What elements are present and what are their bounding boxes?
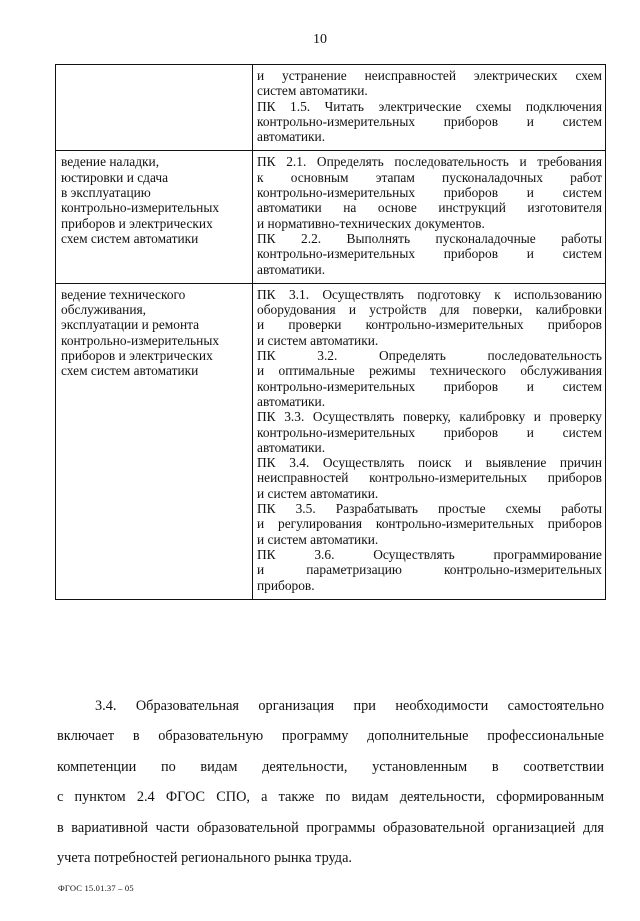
table-row <box>56 283 606 599</box>
competency-line: и нормативно-технических документов. <box>257 215 485 231</box>
activity-line: ведение технического <box>61 286 186 302</box>
competency-line: ПК 3.4. Осуществлять поиск и выявление причин <box>257 455 602 471</box>
activity-line: в эксплуатацию <box>61 185 151 201</box>
activity-line: контрольно-измерительных <box>61 200 220 216</box>
paragraph-line: с пунктом 2.4 ФГОС СПО, а также по видам деятельности, сформированным <box>57 789 604 806</box>
activity-cell <box>56 151 253 283</box>
competency-line: автоматики. <box>257 261 326 277</box>
table-row <box>56 65 606 151</box>
competency-line: автоматики. <box>257 393 326 409</box>
activity-line: схем систем автоматики <box>61 363 199 379</box>
competency-line: контрольно-измерительных приборов и систем <box>257 378 602 394</box>
activity-line: ведение наладки, <box>61 154 160 170</box>
competency-cell <box>253 65 606 151</box>
activity-line: схем систем автоматики <box>61 230 199 246</box>
competency-line: ПК 3.2. Определять последовательность <box>257 348 602 364</box>
competency-line: и устранение неисправностей электрических схем <box>257 68 602 83</box>
competency-line: ПК 3.1. Осуществлять подготовку к использованию <box>257 286 602 302</box>
activity-line: эксплуатации и ремонта <box>61 317 200 333</box>
competency-line: контрольно-измерительных приборов и систем <box>257 424 602 440</box>
competency-line: ПК 3.6. Осуществлять программирование <box>257 546 602 562</box>
competency-cell <box>253 151 606 283</box>
paragraph-line: учета потребностей регионального рынка труда. <box>57 850 352 867</box>
activity-line: юстировки и сдача <box>61 169 169 185</box>
table-row <box>56 151 606 283</box>
paragraph-line: включает в образовательную программу дополнительные профессиональные <box>57 728 604 745</box>
competency-line: ПК 3.3. Осуществлять поверку, калибровку и проверку <box>257 409 602 425</box>
competency-line: и систем автоматики. <box>257 531 379 547</box>
section-3-4-paragraph <box>57 691 604 873</box>
competency-line: ПК 3.5. Разрабатывать простые схемы работы <box>257 501 602 517</box>
competency-line: автоматики. <box>257 129 326 145</box>
page-number: 10 <box>313 32 327 47</box>
activity-line: обслуживания, <box>61 302 146 318</box>
activity-cell <box>56 283 253 599</box>
competency-line: приборов. <box>257 577 315 593</box>
competency-line: и систем автоматики. <box>257 485 379 501</box>
competency-line: оборудования и устройств для поверки, калибровки <box>257 302 602 318</box>
activity-line: контрольно-измерительных <box>61 332 220 348</box>
competency-cell <box>253 283 606 599</box>
competency-line: и параметризацию контрольно-измерительных <box>257 562 602 578</box>
activity-cell <box>56 65 253 151</box>
competency-line: и проверки контрольно-измерительных приборов <box>257 317 602 333</box>
competency-line: систем автоматики. <box>257 83 368 99</box>
paragraph-line: компетенции по видам деятельности, установленным в соответствии <box>57 758 604 775</box>
competency-line: к основным этапам пусконаладочных работ <box>257 169 602 185</box>
activity-line: приборов и электрических <box>61 348 213 364</box>
competency-line: контрольно-измерительных приборов и систем <box>257 185 602 201</box>
competency-line: ПК 2.2. Выполнять пусконаладочные работы <box>257 230 602 246</box>
document-code-footer: ФГОС 15.01.37 – 05 <box>58 883 134 893</box>
competency-line: контрольно-измерительных приборов и систем <box>257 246 602 262</box>
competency-line: ПК 1.5. Читать электрические схемы подключения <box>257 98 602 114</box>
paragraph-line: 3.4. Образовательная организация при необходимости самостоятельно <box>95 698 604 714</box>
competency-line: контрольно-измерительных приборов и систем <box>257 113 602 129</box>
competency-line: ПК 2.1. Определять последовательность и требования <box>257 154 602 170</box>
competency-line: автоматики. <box>257 439 326 455</box>
competency-line: и регулирования контрольно-измерительных приборов <box>257 516 602 532</box>
competency-line: и оптимальные режимы технического обслуживания <box>257 363 602 379</box>
competencies-table <box>55 64 606 600</box>
paragraph-line: в вариативной части образовательной программы образовательной организацией для <box>57 819 604 836</box>
competency-line: автоматики на основе инструкций изготовителя <box>257 200 602 216</box>
competency-line: неисправностей контрольно-измерительных приборов <box>257 470 602 486</box>
competency-line: и систем автоматики. <box>257 332 379 348</box>
activity-line: приборов и электрических <box>61 215 213 231</box>
